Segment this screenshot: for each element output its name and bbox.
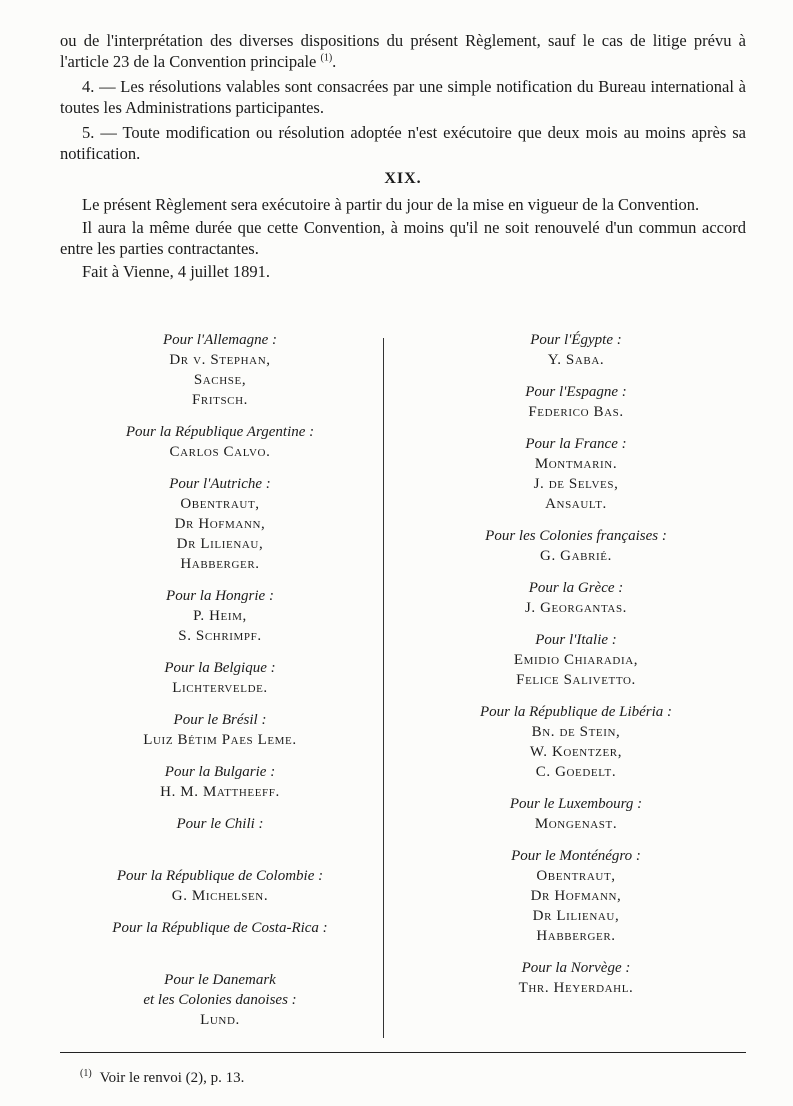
signer-name: Dr Hofmann, [530, 888, 622, 904]
signer-name: Dr v. Stephan, [169, 352, 271, 368]
country-heading: Pour les Colonies françaises : [485, 528, 667, 544]
continued-paragraph [60, 30, 746, 72]
country-heading: Pour le Danemark [164, 972, 276, 988]
signer-name: G. Michelsen. [171, 888, 269, 904]
signer-name: Dr Lilienau, [532, 908, 620, 924]
signer-name: Felice Salivetto. [516, 672, 636, 688]
signature-entry [416, 958, 736, 998]
country-heading: Pour le Chili : [176, 816, 264, 832]
country-heading-line2: et les Colonies danoises : [143, 992, 297, 1008]
paragraph-xix-2: Il aura la même durée que cette Convention, à moins qu'il ne soit renouvelé d'un commun accord entre les parties contractantes. [60, 218, 746, 258]
signature-entry [60, 710, 380, 750]
footnote-rule [60, 1052, 746, 1053]
signature-column-left [60, 330, 380, 1042]
paragraph-xix-1: Le présent Règlement sera exécutoire à partir du jour de la mise en vigueur de la Convention. [82, 195, 700, 214]
signature-entry [416, 578, 736, 618]
country-heading: Pour l'Égypte : [530, 332, 622, 348]
signer-name: Habberger. [536, 928, 616, 944]
signer-name: Y. Saba. [547, 352, 605, 368]
country-heading: Pour la Grèce : [528, 580, 624, 596]
paragraph-5: 5. — Toute modification ou résolution adoptée n'est exécutoire que deux mois au moins après sa notification. [60, 123, 746, 163]
continued-paragraph-text: ou de l'interprétation des diverses dispositions du présent Règlement, sauf le cas de litige prévu à l'article 23 de la Convention principale [60, 31, 746, 71]
signer-name: Lund. [200, 1012, 240, 1028]
signer-name: W. Koentzer, [529, 744, 623, 760]
signature-entry [416, 702, 736, 782]
signer-name: Dr Hofmann, [174, 516, 266, 532]
signature-entry [60, 814, 380, 854]
country-heading: Pour la République de Libéria : [479, 704, 673, 720]
signature-entry [416, 330, 736, 370]
signature-entry [416, 630, 736, 690]
signature-entry [60, 970, 380, 1030]
footnote-mark: (1) [80, 1068, 92, 1079]
signer-name: Obentraut, [180, 496, 260, 512]
country-heading: Pour la République de Colombie : [116, 868, 324, 884]
footnote-reference[interactable]: (1) [320, 52, 333, 64]
blank-signature [60, 834, 380, 854]
signature-entry [416, 794, 736, 834]
signer-name: Montmarin. [534, 456, 618, 472]
signature-entry [416, 526, 736, 566]
signature-entry [416, 434, 736, 514]
column-divider [383, 338, 384, 1038]
signature-entry [60, 918, 380, 958]
country-heading: Pour la Norvège : [521, 960, 631, 976]
country-heading: Pour l'Espagne : [525, 384, 627, 400]
signer-name: H. M. Mattheeff. [160, 784, 280, 800]
document-body [60, 30, 746, 286]
signature-entry [60, 658, 380, 698]
country-heading: Pour la Hongrie : [166, 588, 274, 604]
signer-name: Thr. Heyerdahl. [518, 980, 634, 996]
signature-entry [60, 586, 380, 646]
signature-entry [60, 866, 380, 906]
signer-name: Carlos Calvo. [169, 444, 271, 460]
signer-name: Lichtervelde. [172, 680, 268, 696]
signer-name: Obentraut, [536, 868, 616, 884]
country-heading: Pour la Bulgarie : [164, 764, 276, 780]
signature-entry [60, 422, 380, 462]
footnote [80, 1068, 244, 1087]
signature-entry [60, 474, 380, 574]
signer-name: P. Heim, [193, 608, 247, 624]
signature-column-right [416, 330, 736, 1010]
signature-block [60, 330, 746, 1045]
signer-name: S. Schrimpf. [178, 628, 262, 644]
footnote-text: Voir le renvoi (2), p. 13. [99, 1070, 245, 1086]
signature-entry [416, 382, 736, 422]
signature-entry [60, 762, 380, 802]
signer-name: Dr Lilienau, [176, 536, 264, 552]
signer-name: Fritsch. [191, 392, 248, 408]
country-heading: Pour l'Italie : [535, 632, 617, 648]
signer-name: Luiz Bétim Paes Leme. [143, 732, 297, 748]
signer-name: Federico Bas. [528, 404, 624, 420]
signer-name: Bn. de Stein, [531, 724, 621, 740]
signer-name: Sachse, [193, 372, 247, 388]
blank-signature [60, 938, 380, 958]
signer-name: C. Goedelt. [535, 764, 617, 780]
country-heading: Pour l'Autriche : [169, 476, 271, 492]
signer-name: Emidio Chiaradia, [513, 652, 639, 668]
paragraph-4: 4. — Les résolutions valables sont consacrées par une simple notification du Bureau international à toutes les Administrations participantes. [60, 77, 746, 117]
signature-entry [416, 846, 736, 946]
country-heading: Pour le Monténégro : [511, 848, 641, 864]
signer-name: J. de Selves, [533, 476, 619, 492]
country-heading: Pour la France : [525, 436, 627, 452]
section-heading: XIX. [384, 170, 422, 187]
country-heading: Pour le Luxembourg : [509, 796, 643, 812]
continued-paragraph-end: . [332, 52, 337, 71]
signature-entry [60, 330, 380, 410]
signer-name: G. Gabrié. [540, 548, 612, 564]
country-heading: Pour le Brésil : [173, 712, 267, 728]
country-heading: Pour la Belgique : [164, 660, 276, 676]
signer-name: J. Georgantas. [524, 600, 628, 616]
signer-name: Ansault. [545, 496, 607, 512]
place-date: Fait à Vienne, 4 juillet 1891. [82, 262, 270, 281]
country-heading: Pour l'Allemagne : [162, 332, 278, 348]
signer-name: Mongenast. [534, 816, 618, 832]
signer-name: Habberger. [180, 556, 260, 572]
country-heading: Pour la République Argentine : [125, 424, 315, 440]
country-heading: Pour la République de Costa-Rica : [112, 920, 328, 936]
